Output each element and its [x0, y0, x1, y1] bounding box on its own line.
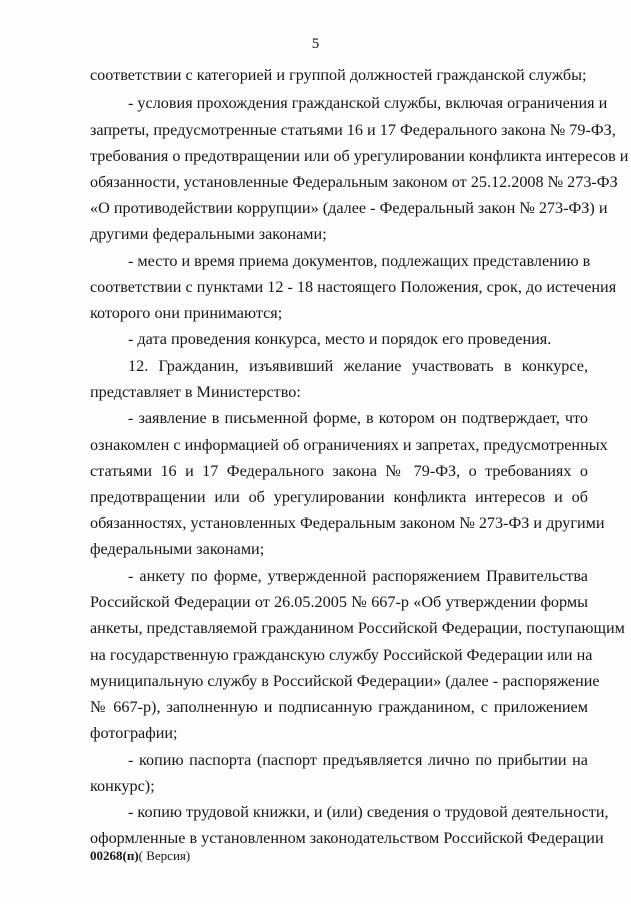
- text-line: другими федеральными законами;: [90, 225, 327, 243]
- text-line: фотографии;: [90, 724, 178, 742]
- text-line: соответствии с категорией и группой должностей гражданской службы;: [90, 66, 587, 84]
- text-line: федеральными законами;: [90, 540, 265, 558]
- document-code: 00268(п): [90, 848, 139, 863]
- text-line: которого они принимаются;: [90, 304, 283, 322]
- text-line: обязанностях, установленных Федеральным законом № 273-ФЗ и другими: [90, 514, 605, 532]
- text-line: - условия прохождения гражданской службы, включая ограничения и: [128, 94, 608, 112]
- text-line: Российской Федерации от 26.05.2005 № 667-р «Об утверждении формы: [90, 593, 588, 611]
- text-line: 12. Гражданин, изъявивший желание участвовать в конкурсе,: [128, 357, 588, 375]
- text-line: требования о предотвращении или об урегулировании конфликта интересов и: [90, 147, 629, 165]
- document-footer: [90, 848, 190, 864]
- text-line: оформленные в установленном законодательством Российской Федерации: [90, 829, 604, 847]
- text-line: соответствии с пунктами 12 - 18 настоящего Положения, срок, до истечения: [90, 278, 617, 296]
- text-line: анкеты, представляемой гражданином Российской Федерации, поступающим: [90, 619, 625, 637]
- text-line: запреты, предусмотренные статьями 16 и 17 Федерального закона № 79-ФЗ,: [90, 121, 616, 139]
- text-line: - копию трудовой книжки, и (или) сведения о трудовой деятельности,: [128, 803, 609, 821]
- text-line: - копию паспорта (паспорт предъявляется лично по прибытии на: [128, 751, 588, 769]
- text-line: муниципальную службу в Российской Федерации» (далее - распоряжение: [90, 672, 600, 690]
- text-line: представляет в Министерство:: [90, 383, 301, 401]
- text-line: № 667-р), заполненную и подписанную гражданином, с приложением: [90, 698, 588, 716]
- text-line: - место и время приема документов, подлежащих представлению в: [128, 252, 591, 270]
- text-line: - анкету по форме, утвержденной распоряжением Правительства: [128, 567, 588, 585]
- text-line: обязанности, установленные Федеральным законом от 25.12.2008 № 273-ФЗ: [90, 173, 618, 191]
- text-line: - заявление в письменной форме, в котором он подтверждает, что: [128, 409, 588, 427]
- page-number: 5: [311, 36, 320, 52]
- text-line: - дата проведения конкурса, место и порядок его проведения.: [128, 330, 552, 348]
- text-line: «О противодействии коррупции» (далее - Федеральный закон № 273-ФЗ) и: [90, 199, 608, 217]
- document-version: ( Версия): [138, 848, 191, 863]
- text-line: предотвращении или об урегулировании конфликта интересов и об: [90, 488, 588, 506]
- text-line: конкурс);: [90, 777, 155, 795]
- text-line: ознакомлен с информацией об ограничениях и запретах, предусмотренных: [90, 436, 608, 454]
- text-line: статьями 16 и 17 Федерального закона № 79-ФЗ, о требованиях о: [90, 462, 588, 480]
- text-line: на государственную гражданскую службу Российской Федерации или на: [90, 646, 593, 664]
